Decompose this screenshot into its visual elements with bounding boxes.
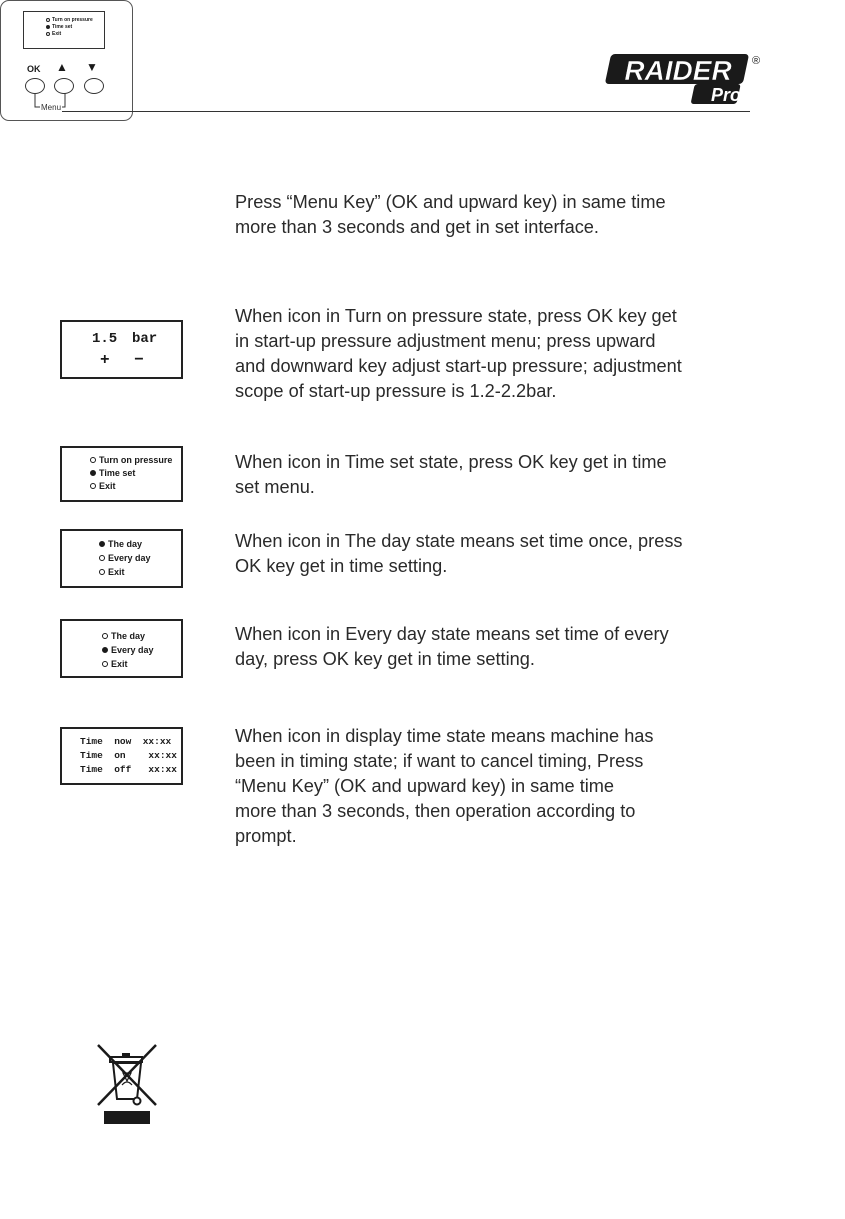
- crossed-out-wheelie-bin-icon: [96, 1043, 158, 1125]
- instruction-6: When icon in display time state means machine has been in timing state; if want to cancel timing, Press “Menu Key” (OK and upward key) in same time more than 3 seconds, then operation according to prompt.: [235, 726, 654, 846]
- radio-dot-icon: [46, 25, 50, 29]
- up-key-button: [54, 78, 74, 94]
- menu-label: Menu: [41, 103, 62, 112]
- device-screen: [23, 11, 105, 49]
- device-screen-row: Turn on pressure: [46, 17, 93, 23]
- every-day-lcd: [60, 619, 183, 678]
- menu-row: Exit: [90, 480, 116, 492]
- radio-dot-icon: [90, 483, 96, 489]
- instruction-5: When icon in Every day state means set time of every day, press OK key get in time setting.: [235, 624, 669, 669]
- menu-row: Exit: [102, 658, 128, 670]
- menu-row: Every day: [102, 644, 154, 656]
- radio-dot-selected-icon: [99, 541, 105, 547]
- up-arrow-icon: ▲: [56, 60, 68, 74]
- radio-dot-icon: [99, 555, 105, 561]
- instruction-3: When icon in Time set state, press OK key get in time set menu.: [235, 452, 667, 497]
- menu-row: The day: [99, 538, 142, 550]
- radio-dot-selected-icon: [102, 647, 108, 653]
- menu-row: Time set: [90, 467, 135, 479]
- menu-row: Turn on pressure: [90, 454, 172, 466]
- radio-dot-icon: [90, 457, 96, 463]
- brand-sub: Pro: [710, 85, 742, 105]
- registered-mark: ®: [752, 55, 761, 67]
- time-now-row: Time now xx:xx: [80, 736, 172, 747]
- minus-symbol: −: [134, 351, 144, 369]
- device-screen-row: Exit: [46, 31, 61, 37]
- plus-symbol: +: [100, 351, 110, 369]
- radio-dot-icon: [99, 569, 105, 575]
- time-on-row: Time on xx:xx: [80, 750, 177, 761]
- down-key-button: [84, 78, 104, 94]
- instruction-2: When icon in Turn on pressure state, press OK key get in start-up pressure adjustment menu; press upward and downward key adjust start-up pressure; adjustment scope of start-up pressure is 1.2-2.2bar.: [235, 306, 682, 401]
- radio-dot-icon: [46, 18, 50, 22]
- menu-row: Exit: [99, 566, 125, 578]
- raider-pro-logo: [598, 50, 761, 110]
- time-off-row: Time off xx:xx: [80, 764, 177, 775]
- radio-dot-icon: [102, 661, 108, 667]
- pressure-lcd: [60, 320, 183, 379]
- device-screen-row: Time set: [46, 24, 72, 30]
- ok-key-button: [25, 78, 45, 94]
- radio-dot-icon: [102, 633, 108, 639]
- ok-key-label: OK: [27, 64, 41, 74]
- pressure-value: 1.5: [92, 331, 118, 347]
- instruction-1: Press “Menu Key” (OK and upward key) in same time more than 3 seconds and get in set interface.: [235, 192, 666, 237]
- time-set-lcd: [60, 446, 183, 502]
- menu-row: The day: [102, 630, 145, 642]
- instruction-4: When icon in The day state means set time once, press OK key get in time setting.: [235, 531, 683, 576]
- controller-device-illustration: [0, 0, 133, 121]
- header-rule: [47, 111, 750, 112]
- brand-name: RAIDER: [624, 55, 732, 86]
- down-arrow-icon: ▼: [86, 60, 98, 74]
- timing-lcd: [60, 727, 183, 785]
- the-day-lcd: [60, 529, 183, 588]
- menu-row: Every day: [99, 552, 151, 564]
- radio-dot-icon: [46, 32, 50, 36]
- radio-dot-selected-icon: [90, 470, 96, 476]
- pressure-unit: bar: [132, 331, 158, 347]
